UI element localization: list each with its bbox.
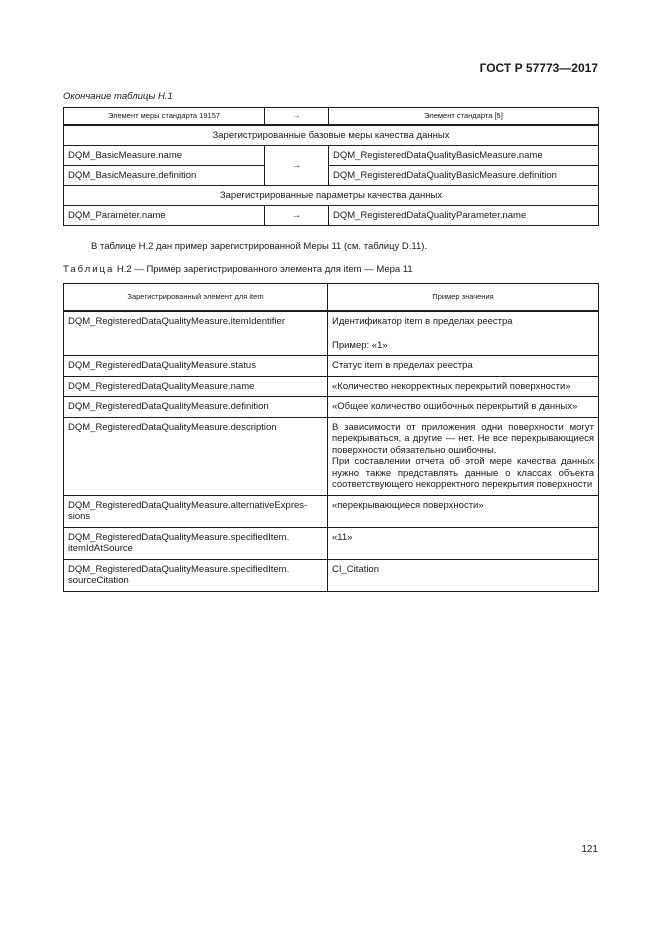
intro-paragraph: В таблице Н.2 дан пример зарегистрированной Меры 11 (см. таблицу D.11). <box>91 241 428 252</box>
table-section-row <box>64 125 599 146</box>
table-header-row <box>64 108 599 126</box>
table-row <box>64 206 599 226</box>
table-continuation-label: Окончание таблицы Н.1 <box>63 91 173 102</box>
section-parameters: Зарегистрированные параметры качества данных <box>64 186 599 206</box>
cell-19157-element: DQM_BasicMeasure.name <box>64 146 265 166</box>
cell-value-example: Пример: «1» <box>332 339 388 351</box>
mapping-table <box>63 107 599 226</box>
table-row <box>64 495 599 527</box>
cell-value-text: Идентификатор item в пределах реестра <box>332 316 513 327</box>
cell-standard-5-element: DQM_RegisteredDataQualityBasicMeasure.definition <box>329 166 599 186</box>
page-number: 121 <box>581 844 598 855</box>
table-row <box>64 356 599 377</box>
registered-item-table <box>63 283 599 592</box>
cell-19157-element: DQM_BasicMeasure.definition <box>64 166 265 186</box>
cell-value: «Общее количество ошибочных перекрытий в данных» <box>328 397 599 418</box>
cell-standard-5-element: DQM_RegisteredDataQualityParameter.name <box>329 206 599 226</box>
cell-value: «11» <box>328 527 599 559</box>
table-header-row <box>64 284 599 312</box>
table-row <box>64 311 599 356</box>
cell-element: DQM_RegisteredDataQualityMeasure.itemIdentifier <box>64 311 328 356</box>
table-row <box>64 376 599 397</box>
mapping-arrow: → <box>265 206 329 226</box>
cell-standard-5-element: DQM_RegisteredDataQualityBasicMeasure.name <box>329 146 599 166</box>
cell-value: Статус item в пределах реестра <box>328 356 599 377</box>
cell-element: DQM_RegisteredDataQualityMeasure.name <box>64 376 328 397</box>
section-basic-measures: Зарегистрированные базовые меры качества данных <box>64 125 599 146</box>
table-row <box>64 146 599 166</box>
document-header: ГОСТ Р 57773—2017 <box>479 61 598 75</box>
cell-19157-element: DQM_Parameter.name <box>64 206 265 226</box>
cell-value: CI_Citation <box>328 559 599 591</box>
cell-element: DQM_RegisteredDataQualityMeasure.definition <box>64 397 328 418</box>
table-section-row <box>64 186 599 206</box>
cell-element: DQM_RegisteredDataQualityMeasure.alternativeExpressions <box>64 495 328 527</box>
column-header-19157: Элемент меры стандарта 19157 <box>64 108 265 126</box>
cell-element: DQM_RegisteredDataQualityMeasure.description <box>64 417 328 495</box>
table-caption-word: Таблица <box>63 264 115 275</box>
cell-element: DQM_RegisteredDataQualityMeasure.specifiedItem. itemIdAtSource <box>64 527 328 559</box>
cell-value: «Количество некорректных перекрытий поверхности» <box>328 376 599 397</box>
mapping-arrow: → <box>265 146 329 186</box>
table-caption <box>63 264 413 275</box>
cell-element: DQM_RegisteredDataQualityMeasure.specifiedItem. sourceCitation <box>64 559 328 591</box>
cell-value: «перекрывающиеся поверхности» <box>328 495 599 527</box>
cell-element: DQM_RegisteredDataQualityMeasure.status <box>64 356 328 377</box>
column-header-example: Пример значения <box>328 284 599 312</box>
cell-value <box>328 311 599 356</box>
cell-value <box>328 417 599 495</box>
column-header-arrow: → <box>265 108 329 126</box>
table-row <box>64 559 599 591</box>
column-header-standard-5: Элемент стандарта [5] <box>329 108 599 126</box>
table-row <box>64 417 599 495</box>
table-row <box>64 527 599 559</box>
table-row <box>64 166 599 186</box>
column-header-element: Зарегистрированный элемент для item <box>64 284 328 312</box>
cell-value-text: В зависимости от приложения одни поверхности могут перекрываться, а другие — нет. Не все перекрывающиеся поверхности обязательно ошибочны. <box>332 421 594 456</box>
table-row <box>64 397 599 418</box>
cell-value-text: При составлении отчета об этой мере качества данных нужно также представлять данные о классах объекта соответствующего некорректного перекрытия поверхности <box>332 456 594 490</box>
table-caption-text: Н.2 — Пример зарегистрированного элемента для item — Мера 11 <box>116 264 413 275</box>
